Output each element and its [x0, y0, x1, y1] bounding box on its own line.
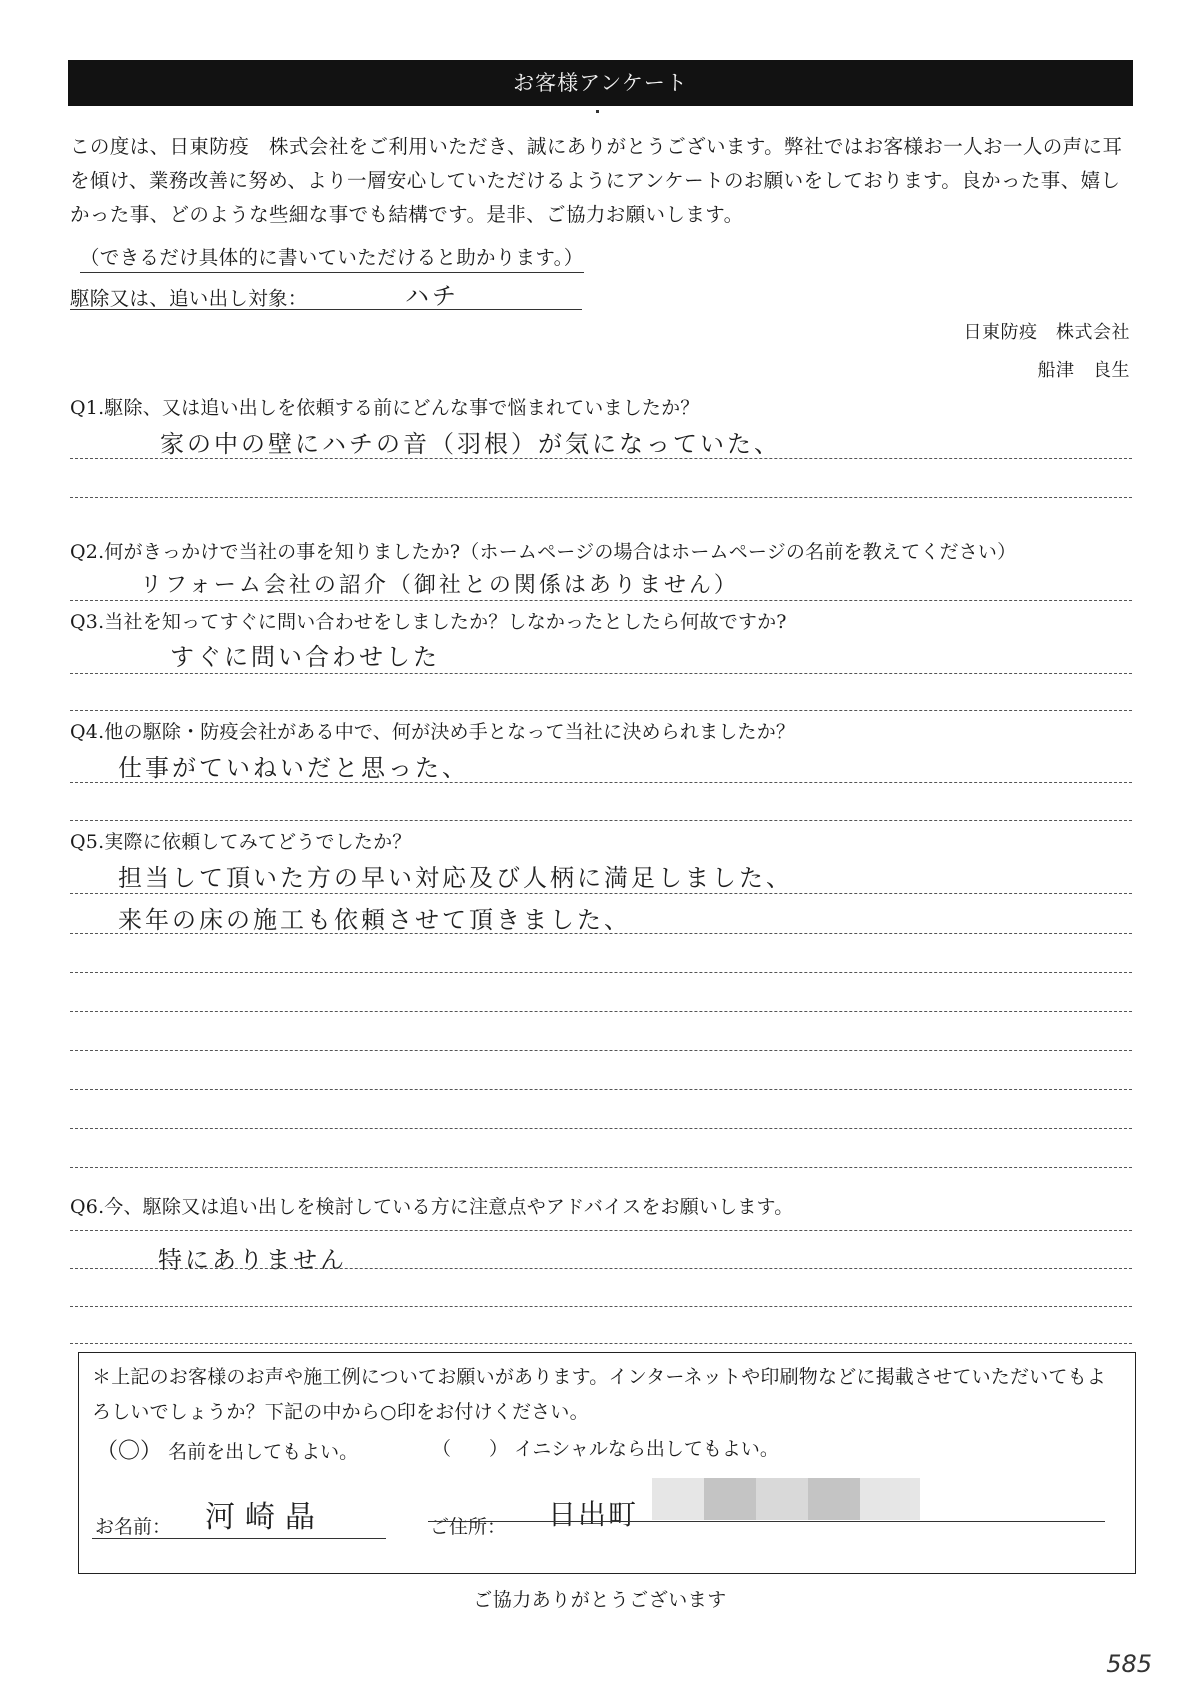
option-name-label: 名前を出してもよい。	[168, 1441, 359, 1463]
survey-title: お客様アンケート	[68, 60, 1133, 106]
address-underline	[428, 1521, 1105, 1522]
thanks-text: ご協力ありがとうございます	[473, 1589, 727, 1611]
answer-rule	[70, 600, 1132, 601]
answer-rule	[70, 1167, 1132, 1168]
staff-name: 船津 良生	[1037, 360, 1130, 381]
answer-5-line-2: 来年の床の施工も依頼させて頂きました、	[118, 906, 631, 934]
answer-6-line-1: 特にありません	[158, 1246, 347, 1274]
answer-rule	[70, 458, 1132, 459]
option-name-mark: （〇）	[96, 1439, 163, 1464]
answer-rule	[70, 782, 1132, 783]
target-label: 駆除又は、追い出し対象：	[70, 287, 308, 310]
answer-rule	[70, 710, 1132, 711]
answer-rule	[70, 673, 1132, 674]
option-initial-mark: （ ）	[432, 1438, 509, 1460]
answer-rule	[70, 972, 1132, 973]
name-underline	[92, 1538, 386, 1539]
option-initial-label: イニシャルなら出してもよい。	[514, 1438, 779, 1460]
name-value: 河崎晶	[205, 1500, 325, 1535]
target-value: ハチ	[405, 282, 459, 310]
answer-4-line-1: 仕事がていねいだと思った、	[118, 754, 469, 782]
answer-rule	[70, 1050, 1132, 1051]
target-underline	[70, 309, 582, 310]
question-6: Q6.今、駆除又は追い出しを検討している方に注意点やアドバイスをお願いします。	[70, 1196, 794, 1218]
name-label: お名前：	[95, 1516, 172, 1538]
redaction-block	[808, 1478, 860, 1520]
redaction-block	[756, 1478, 808, 1520]
speck	[596, 110, 599, 113]
answer-rule	[70, 1128, 1132, 1129]
answer-rule	[70, 820, 1132, 821]
answer-rule	[70, 497, 1132, 498]
consent-option-initial[interactable]	[432, 1434, 779, 1461]
answer-rule	[70, 1011, 1132, 1012]
answer-1-line-1: 家の中の壁にハチの音（羽根）が気になっていた、	[160, 430, 781, 458]
answer-rule	[70, 1343, 1132, 1344]
answer-3-line-1: すぐに問い合わせした	[170, 643, 440, 671]
intro-paragraph: この度は、日東防疫 株式会社をご利用いただき、誠にありがとうございます。弊社ではお客様お一人お一人の声に耳を傾け、業務改善に努め、より一層安心していただけるようにアンケートのお願いをしております。良かった事、嬉しかった事、どのような些細な事でも結構です。是非、ご協力お願いします。	[70, 135, 1123, 226]
answer-rule	[70, 1268, 1132, 1269]
company-name: 日東防疫 株式会社	[963, 322, 1130, 343]
answer-rule	[70, 933, 1132, 934]
answer-rule	[70, 1230, 1132, 1231]
redaction-block	[652, 1478, 704, 1520]
answer-rule	[70, 893, 1132, 894]
consent-text: ＊上記のお客様のお声や施工例についてお願いがあります。インターネットや印刷物などに掲載させていただいてもよろしいでしょうか？下記の中から○印をお付けください。	[92, 1366, 1106, 1423]
question-3: Q3.当社を知ってすぐに問い合わせをしましたか？しなかったとしたら何故ですか?	[70, 611, 787, 633]
question-2: Q2.何がきっかけで当社の事を知りましたか?（ホームページの場合はホームページの名前を教えてください）	[70, 541, 1017, 563]
page-number: 585	[1106, 1650, 1152, 1678]
note-text: （できるだけ具体的に書いていただけると助かります。）	[80, 242, 584, 273]
question-1: Q1.駆除、又は追い出しを依頼する前にどんな事で悩まれていましたか？	[70, 397, 700, 419]
consent-option-name[interactable]	[96, 1434, 358, 1465]
question-4: Q4.他の駆除・防疫会社がある中で、何が決め手となって当社に決められましたか？	[70, 721, 796, 743]
answer-rule	[70, 1089, 1132, 1090]
redaction-block	[860, 1478, 920, 1520]
answer-2-line-1: リフォーム会社の詔介（御社との関係はありません）	[140, 573, 739, 598]
redaction-block	[704, 1478, 756, 1520]
address-value: 日出町	[548, 1498, 639, 1531]
answer-rule	[70, 1306, 1132, 1307]
question-5: Q5.実際に依頼してみてどうでしたか？	[70, 831, 412, 853]
address-label: ご住所：	[430, 1516, 507, 1538]
answer-5-line-1: 担当して頂いた方の早い対応及び人柄に満足しました、	[118, 864, 793, 892]
